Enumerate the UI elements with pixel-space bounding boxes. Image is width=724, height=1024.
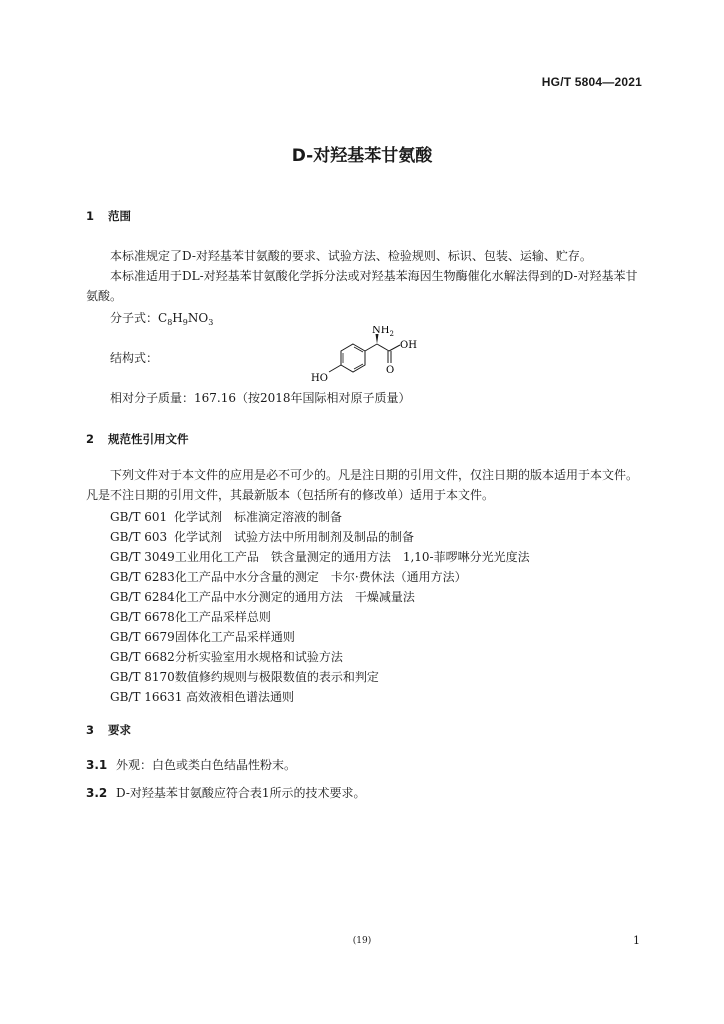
oh-bond bbox=[389, 345, 400, 351]
ho-bond bbox=[329, 365, 341, 372]
reference-code: GB/T 3049 bbox=[110, 550, 175, 564]
reference-title: 固体化工产品采样通则 bbox=[174, 630, 295, 644]
structure-label: 结构式： bbox=[110, 351, 159, 365]
reference-code: GB/T 6284 bbox=[110, 590, 175, 604]
reference-title: 化学试剂 标准滴定溶液的制备 bbox=[174, 510, 343, 524]
reference-title: 化工产品中水分含量的测定 卡尔·费休法（通用方法） bbox=[174, 570, 467, 584]
reference-title: 化工产品中水分测定的通用方法 干燥减量法 bbox=[174, 590, 415, 604]
requirement-3-2 bbox=[86, 784, 366, 801]
reference-item bbox=[110, 688, 294, 705]
reference-item bbox=[110, 628, 295, 645]
clause-number: 3.1 bbox=[86, 758, 108, 772]
clause-number: 3.2 bbox=[86, 786, 108, 800]
requirement-3-1 bbox=[86, 756, 296, 773]
reference-item bbox=[110, 568, 467, 585]
standard-code: HG/T 5804—2021 bbox=[541, 75, 642, 89]
footer-sequence: (19) bbox=[352, 936, 372, 946]
formula-subscript: 8 bbox=[167, 318, 173, 327]
formula-part: NO bbox=[187, 311, 209, 325]
section-3-heading bbox=[86, 722, 131, 738]
reference-title: 高效液相色谱法通则 bbox=[186, 690, 295, 704]
section-title: 范围 bbox=[108, 209, 131, 223]
reference-item bbox=[110, 648, 343, 665]
formula-part: C bbox=[158, 311, 168, 325]
scope-paragraph-2: 本标准适用于DL-对羟基苯甘氨酸化学拆分法或对羟基苯海因生物酶催化水解法得到的D-对羟基苯甘氨酸。 bbox=[86, 269, 638, 303]
reference-title: 化工产品采样总则 bbox=[174, 610, 271, 624]
document-title: D-对羟基苯甘氨酸 bbox=[291, 146, 433, 166]
section-title: 要求 bbox=[108, 723, 131, 737]
reference-item bbox=[110, 588, 415, 605]
reference-code: GB/T 601 bbox=[110, 510, 168, 524]
reference-title: 化学试剂 试验方法中所用制剂及制品的制备 bbox=[174, 530, 415, 544]
reference-item bbox=[110, 508, 342, 525]
formula-subscript: 3 bbox=[208, 318, 214, 327]
section-number: 2 bbox=[86, 432, 95, 446]
section-title: 规范性引用文件 bbox=[108, 432, 189, 446]
reference-title: 数值修约规则与极限数值的表示和判定 bbox=[174, 670, 379, 684]
molecular-formula bbox=[110, 309, 213, 327]
reference-code: GB/T 6679 bbox=[110, 630, 175, 644]
reference-code: GB/T 603 bbox=[110, 530, 168, 544]
formula-part: H bbox=[172, 311, 183, 325]
reference-title: 工业用化工产品 铁含量测定的通用方法 1,10-菲啰啉分光光度法 bbox=[174, 550, 530, 564]
norm-refs-intro: 下列文件对于本文件的应用是必不可少的。凡是注日期的引用文件，仅注日期的版本适用于本文件。凡是不注日期的引用文件，其最新版本（包括所有的修改单）适用于本文件。 bbox=[86, 468, 639, 502]
reference-item bbox=[110, 608, 271, 625]
clause-text: D-对羟基苯甘氨酸应符合表1所示的技术要求。 bbox=[116, 786, 366, 800]
scope-paragraph-1: 本标准规定了D-对羟基苯甘氨酸的要求、试验方法、检验规则、标识、包装、运输、贮存。 bbox=[110, 249, 592, 263]
reference-code: GB/T 6678 bbox=[110, 610, 175, 624]
structural-formula bbox=[305, 326, 425, 388]
reference-item bbox=[110, 668, 379, 685]
reference-title: 分析实验室用水规格和试验方法 bbox=[174, 650, 343, 664]
clause-text: 外观：白色或类白色结晶性粉末。 bbox=[116, 758, 297, 772]
section-number: 1 bbox=[86, 209, 95, 223]
nh2-label: $NH_2$ bbox=[372, 326, 394, 338]
section-2-heading bbox=[86, 431, 189, 447]
reference-item bbox=[110, 548, 530, 565]
formula-subscript: 9 bbox=[182, 318, 188, 327]
section-number: 3 bbox=[86, 723, 95, 737]
ring-carbon-bond bbox=[365, 344, 377, 351]
formula-label: 分子式： bbox=[110, 311, 159, 325]
section-1-heading bbox=[86, 208, 131, 224]
page-number: 1 bbox=[633, 934, 640, 947]
carbonyl-o-label: O bbox=[386, 365, 395, 376]
reference-code: GB/T 8170 bbox=[110, 670, 175, 684]
molecular-mass: 相对分子质量：167.16（按2018年国际相对原子质量） bbox=[110, 391, 411, 405]
carboxyl-bond bbox=[377, 344, 389, 351]
reference-code: GB/T 6682 bbox=[110, 650, 175, 664]
reference-code: GB/T 16631 bbox=[110, 690, 183, 704]
ho-label: HO bbox=[311, 373, 328, 384]
reference-code: GB/T 6283 bbox=[110, 570, 175, 584]
oh-label: OH bbox=[400, 340, 417, 351]
reference-item bbox=[110, 528, 414, 545]
